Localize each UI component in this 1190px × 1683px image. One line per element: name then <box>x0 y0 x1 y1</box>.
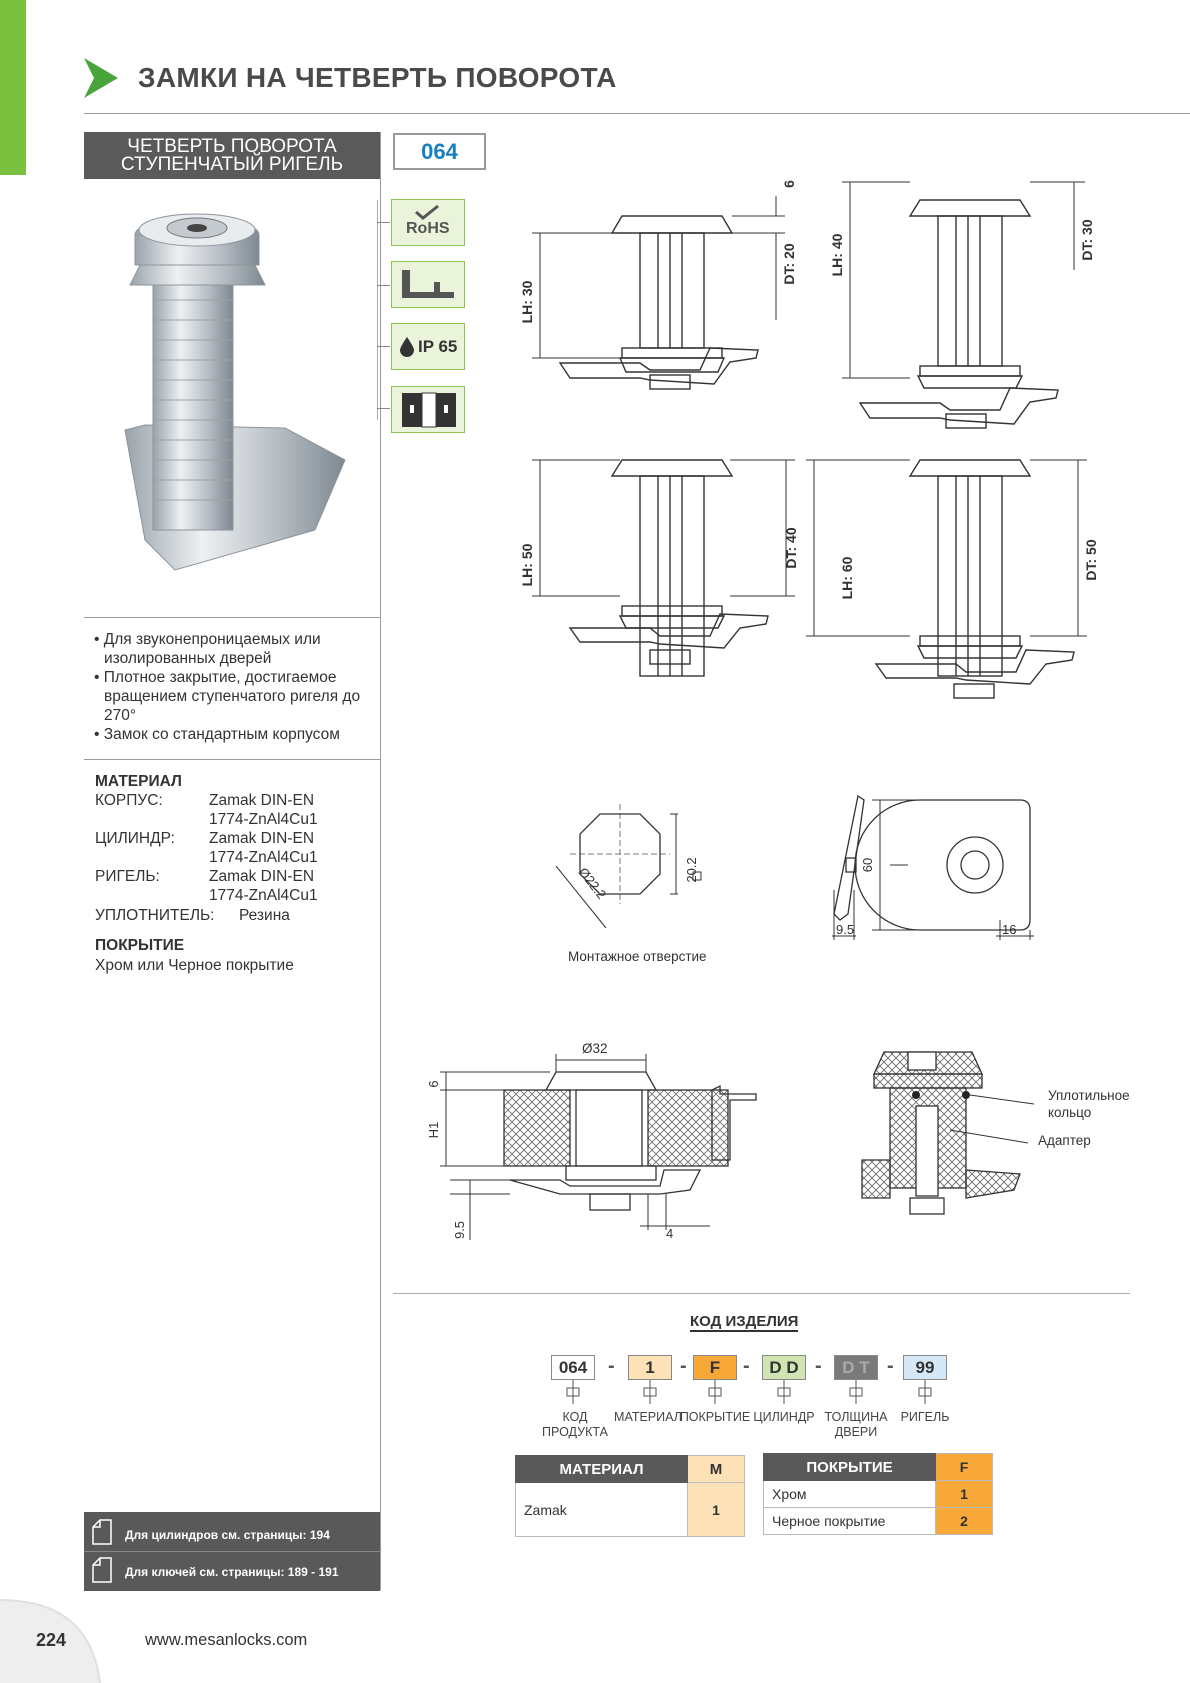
seal-value: Резина <box>239 907 290 924</box>
code-label-material: МАТЕРИАЛ <box>614 1410 682 1424</box>
dim-dt30: DT: 30 <box>1079 219 1095 261</box>
coating-table-name: Хром <box>764 1481 936 1508</box>
divider <box>84 759 380 760</box>
rohs-badge <box>391 199 465 246</box>
seal-label: УПЛОТНИТЕЛЬ: <box>95 907 215 924</box>
code-segment-product: 064 <box>551 1355 595 1380</box>
title-divider <box>84 113 1190 114</box>
dim-dt20: DT: 20 <box>781 243 797 285</box>
material-value: 1774-ZnAl4Cu1 <box>209 811 318 828</box>
double-door-icon <box>400 391 458 429</box>
material-label: РИГЕЛЬ: <box>95 868 160 885</box>
code-label-coating: ПОКРЫТИЕ <box>679 1410 751 1424</box>
mounting-diameter: Ø22.2 <box>575 864 610 902</box>
page-title: ЗАМКИ НА ЧЕТВЕРТЬ ПОВОРОТА <box>138 62 617 93</box>
material-table-header: МАТЕРИАЛ <box>516 1456 688 1483</box>
section-diameter: Ø32 <box>582 1041 608 1056</box>
code-label-line: ДВЕРИ <box>834 1425 878 1439</box>
material-value: 1774-ZnAl4Cu1 <box>209 887 318 904</box>
material-table <box>515 1455 745 1537</box>
divider <box>84 617 380 618</box>
badge-connector-line <box>377 200 378 420</box>
section-views <box>420 1030 1140 1260</box>
ip65-badge <box>391 323 465 370</box>
dim-six: 6 <box>781 180 797 188</box>
website-link[interactable]: www.mesanlocks.com <box>145 1631 308 1649</box>
section-four: 4 <box>666 1226 674 1241</box>
product-heading-line1: ЧЕТВЕРТЬ ПОВОРОТА <box>127 136 337 157</box>
code-label-bolt: РИГЕЛЬ <box>900 1410 950 1424</box>
coating-table-code: 1 <box>936 1481 993 1508</box>
code-label-line: КОД <box>562 1410 588 1424</box>
seal-callout-line1: Уплотильное <box>1048 1088 1130 1103</box>
badge-tick <box>377 408 390 409</box>
code-separator: - <box>887 1355 894 1377</box>
material-value: 1774-ZnAl4Cu1 <box>209 849 318 866</box>
badge-tick <box>377 222 390 223</box>
coating-table-header: ПОКРЫТИЕ <box>764 1454 936 1481</box>
dim-lh40: LH: 40 <box>829 233 845 277</box>
water-drop-icon <box>400 337 414 357</box>
code-label-line: ТОЛЩИНА <box>824 1410 888 1424</box>
material-label: ЦИЛИНДР: <box>95 830 175 847</box>
cam-width2: 16 <box>1002 922 1017 937</box>
rohs-label: RoHS <box>406 220 450 237</box>
cam-height: 60 <box>860 857 875 873</box>
page-icon <box>92 1519 112 1545</box>
features-list <box>92 630 377 744</box>
product-heading <box>84 132 380 179</box>
badge-tick <box>377 346 390 347</box>
section-h1: H1 <box>426 1121 441 1139</box>
adapter-callout: Адаптер <box>1038 1133 1091 1148</box>
feature-item: • Замок со стандартным корпусом <box>94 726 340 743</box>
code-segment-bolt: 99 <box>903 1355 947 1380</box>
keys-reference[interactable]: Для ключей см. страницы: 189 - 191 <box>125 1565 339 1579</box>
ip65-label: IP 65 <box>418 337 458 356</box>
lock-side-views <box>510 170 1190 730</box>
code-separator: - <box>608 1355 615 1377</box>
material-value: Zamak DIN-EN <box>209 792 315 809</box>
code-label-door-thickness <box>816 1410 896 1440</box>
product-code-box: 064 <box>393 133 486 170</box>
material-table-name: Zamak <box>516 1483 688 1537</box>
coating-table <box>763 1453 993 1535</box>
badge-tick <box>377 285 390 286</box>
product-heading-line2: СТУПЕНЧАТЫЙ РИГЕЛЬ <box>120 154 344 175</box>
feature-item: • Плотное закрытие, достигаемое вращением ступенчатого ригеля до 270° <box>94 669 361 724</box>
code-label-cylinder: ЦИЛИНДР <box>753 1410 815 1424</box>
code-separator: - <box>815 1355 822 1377</box>
door-profile-icon <box>398 268 458 302</box>
code-label-product <box>535 1410 615 1440</box>
material-value: Zamak DIN-EN <box>209 830 315 847</box>
coating-table-code-header: F <box>936 1454 993 1481</box>
material-title: МАТЕРИАЛ <box>95 773 182 790</box>
section-nine5: 9.5 <box>452 1220 467 1240</box>
product-code-title: КОД ИЗДЕЛИЯ <box>690 1313 799 1330</box>
dim-lh30: LH: 30 <box>519 280 535 324</box>
title-arrow-icon <box>84 58 118 98</box>
cylinders-reference[interactable]: Для цилиндров см. страницы: 194 <box>125 1528 330 1542</box>
mounting-and-cam-views <box>550 790 1070 970</box>
coating-value: Хром или Черное покрытие <box>95 957 294 974</box>
divider <box>393 1293 1130 1294</box>
material-table-code-header: M <box>688 1456 745 1483</box>
mounting-square: 20.2 <box>684 857 699 883</box>
divider <box>84 1551 380 1552</box>
side-accent-bar <box>0 0 26 175</box>
code-segment-door-thickness: D T <box>834 1355 878 1380</box>
material-table-code: 1 <box>688 1483 745 1537</box>
code-separator: - <box>743 1355 750 1377</box>
page-icon <box>92 1557 112 1583</box>
seal-callout-line2: кольцо <box>1048 1105 1092 1120</box>
code-separator: - <box>680 1355 687 1377</box>
material-label: КОРПУС: <box>95 792 163 809</box>
dim-lh60: LH: 60 <box>839 556 855 600</box>
code-label-line: ПРОДУКТА <box>542 1425 608 1439</box>
code-segment-material: 1 <box>628 1355 672 1380</box>
cam-width1: 9.5 <box>836 922 855 937</box>
feature-item: • Для звуконепроницаемых или изолированных дверей <box>94 631 321 667</box>
dim-dt40: DT: 40 <box>783 527 799 569</box>
double-door-badge <box>391 386 465 433</box>
section-six: 6 <box>426 1080 441 1088</box>
mounting-caption: Монтажное отверстие <box>568 949 707 964</box>
dim-dt50: DT: 50 <box>1083 539 1099 581</box>
coating-title: ПОКРЫТИЕ <box>95 937 185 954</box>
product-photo <box>105 200 365 590</box>
coating-table-name: Черное покрытие <box>764 1508 936 1535</box>
check-icon <box>414 204 440 220</box>
coating-table-code: 2 <box>936 1508 993 1535</box>
page-number: 224 <box>36 1630 67 1650</box>
code-segment-coating: F <box>693 1355 737 1380</box>
profile-badge <box>391 261 465 308</box>
code-connectors <box>540 1380 960 1410</box>
material-value: Zamak DIN-EN <box>209 868 315 885</box>
code-segment-cylinder: D D <box>762 1355 806 1380</box>
dim-lh50: LH: 50 <box>519 543 535 587</box>
